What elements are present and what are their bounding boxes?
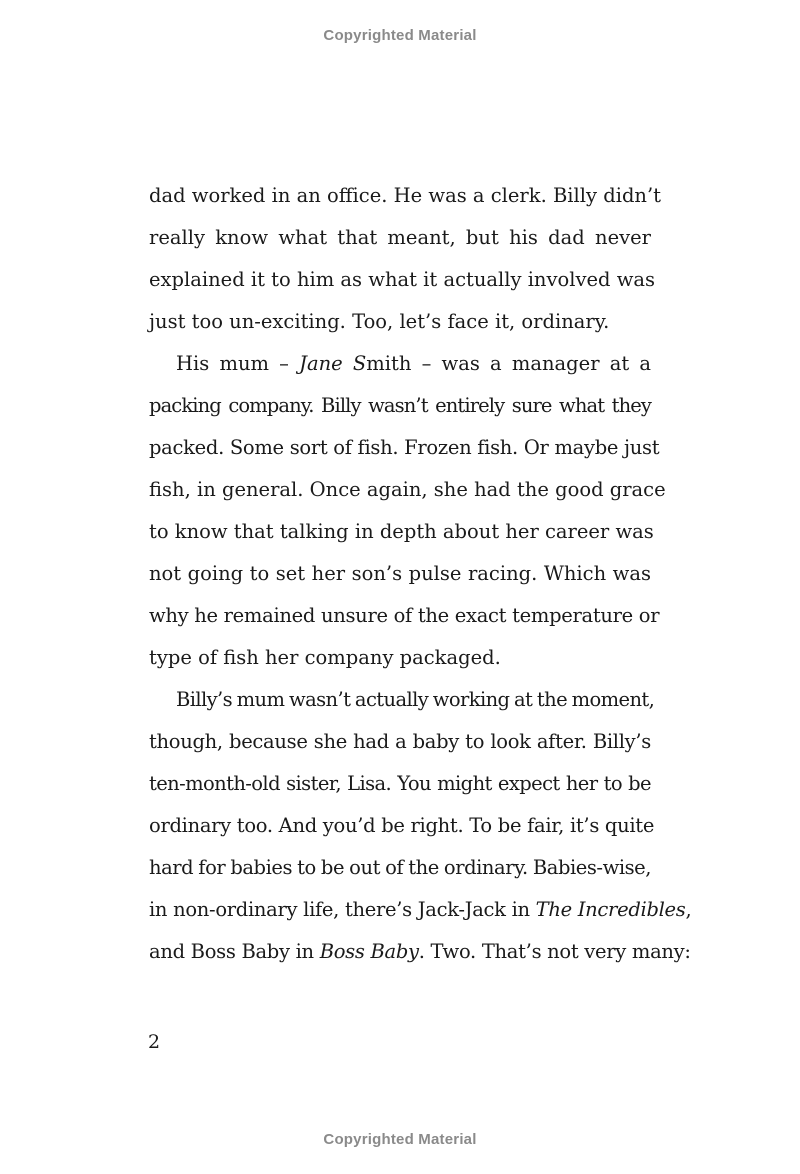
text-line: explained it to him as what it actually involved was [149,268,656,291]
copyright-watermark-top: Copyrighted Material [323,27,477,44]
text-line: ten-month-old sister, Lisa. You might expect her to be [149,772,651,795]
body-text [149,175,692,973]
text-run: mith – was a manager at a [366,352,651,375]
text-run: . Two. That’s not very many: [418,940,691,963]
italic-title: The Incredibles [535,898,686,921]
text-line: packing company. Billy wasn’t entirely sure what they [149,394,651,417]
copyright-watermark-bottom: Copyrighted Material [323,1131,477,1148]
text-run: in non-ordinary life, there’s Jack-Jack in [149,898,536,921]
text-run: His mum – [176,352,300,375]
text-line: to know that talking in depth about her career was [149,520,654,543]
text-line: why he remained unsure of the exact temperature or [149,604,660,627]
italic-title: Boss Baby [319,940,419,963]
text-line: packed. Some sort of fish. Frozen fish. Or maybe just [149,436,660,459]
text-line: just too un-exciting. Too, let’s face it, ordinary. [149,310,610,333]
text-line: though, because she had a baby to look after. Billy’s [149,730,651,753]
text-line: ordinary too. And you’d be right. To be fair, it’s quite [149,814,655,837]
italic-name: Jane S [299,352,367,375]
text-line [149,931,691,973]
text-line: Billy’s mum wasn’t actually working at the moment, [176,688,655,711]
text-line: hard for babies to be out of the ordinary. Babies-wise, [149,856,651,879]
text-run: and Boss Baby in [149,940,320,963]
page-number: 2 [148,1031,161,1053]
text-line: dad worked in an office. He was a clerk. Billy didn’t [149,184,662,207]
text-line [149,889,692,931]
text-line [149,343,651,385]
text-line: fish, in general. Once again, she had the good grace [149,478,666,501]
text-line: not going to set her son’s pulse racing. Which was [149,562,651,585]
text-line: type of fish her company packaged. [149,646,501,669]
text-run: , [685,898,692,921]
text-line: really know what that meant, but his dad never [149,226,651,249]
